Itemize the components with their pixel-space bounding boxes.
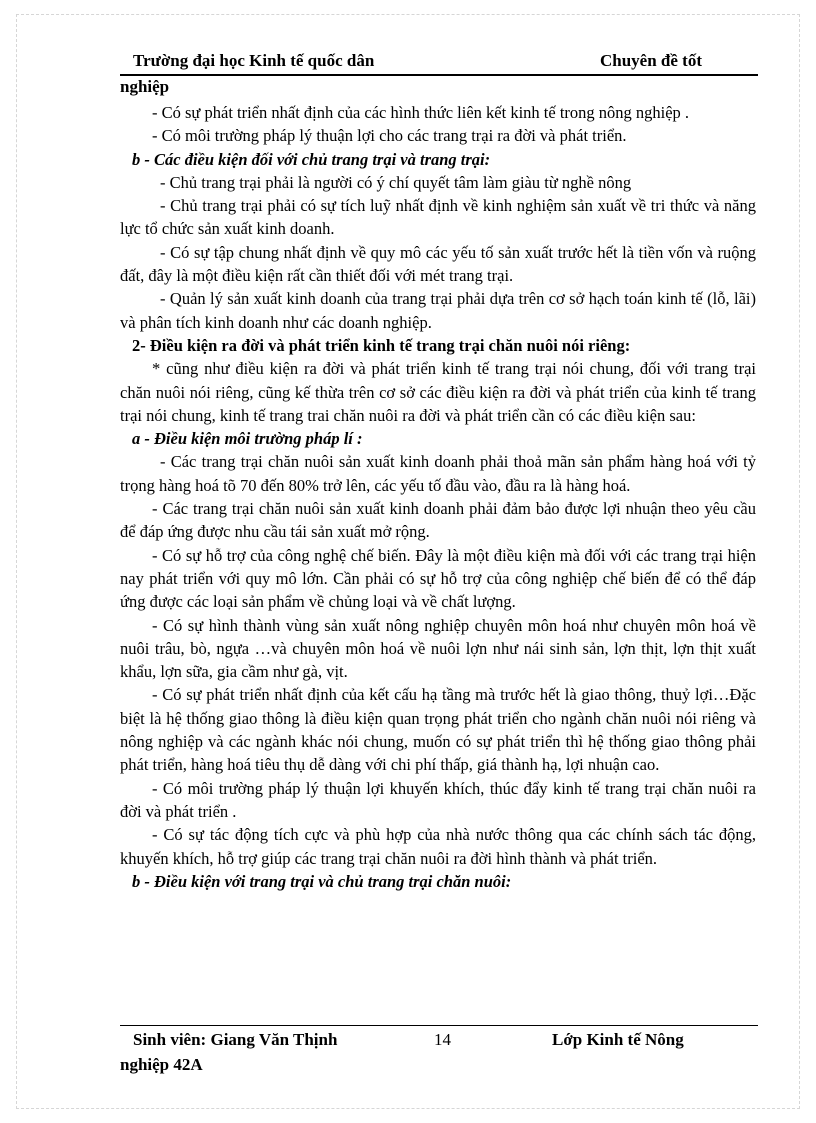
paragraph: - Chủ trang trại phải là người có ý chí quyết tâm làm giàu từ nghề nông <box>160 172 632 192</box>
paragraph: - Có sự hỗ trợ của công nghệ chế biến. Đây là một điều kiện mà đối với các trang trại hiện nay phát triển với quy mô lớn. Cần phải có sự hỗ trợ của công nghiệp chế biến để có thể đáp ứng được các loại sản phẩm về chủng loại và về chất lượng. <box>120 545 756 612</box>
paragraph: - Các trang trại chăn nuôi sản xuất kinh doanh phải đảm bảo được lợi nhuận theo yêu cầu để đáp ứng được nhu cầu tái sản xuất mở rộng. <box>120 499 756 542</box>
paragraph: - Có sự hình thành vùng sản xuất nông nghiệp chuyên môn hoá như chuyên môn hoá về nuôi trâu, bò, ngựa …và chuyên môn hoá về nuôi lợn như nái sinh sản, lợn thịt, lợn thịt xuất khẩu, lợn sữa, gia cầm như gà, vịt. <box>120 615 756 682</box>
subheading: b - Các điều kiện đối với chủ trang trại và trang trại: <box>132 149 491 169</box>
paragraph: - Có sự tập chung nhất định về quy mô các yếu tố sản xuất trước hết là tiền vốn và ruộng đất, đây là một điều kiện rất cần thiết đối với mét trang trại. <box>120 242 756 286</box>
paragraph: - Có môi trường pháp lý thuận lợi khuyến khích, thúc đẩy kinh tế trang trại chăn nuôi ra đời và phát triển . <box>120 778 756 821</box>
header-report-type-continued: nghiệp <box>120 77 170 96</box>
paragraph: - Có sự phát triển nhất định của kết cấu hạ tầng mà trước hết là giao thông, thuỷ lợi…Đặc biệt là hệ thống giao thông là điều kiện quan trọng phát triển cho ngành chăn nuôi nói riêng và nông nghiệp và các ngành khác nói chung, muốn có sự phát triển thì hệ thống giao thông phải phát triển, hàng hoá tiêu thụ dễ dàng với chi phí thấp, giá thành hạ, lợi nhuận cao. <box>120 685 756 775</box>
footer-divider <box>120 1025 758 1026</box>
header-divider <box>120 74 758 76</box>
subheading: a - Điều kiện môi trường pháp lí : <box>132 429 363 449</box>
header-school: Trường đại học Kinh tế quốc dân <box>133 51 375 70</box>
paragraph: - Chủ trang trại phải có sự tích luỹ nhất định về kinh nghiệm sản xuất về tri thức và năng lực tổ chức sản xuất kinh doanh. <box>120 196 756 239</box>
paragraph: - Có môi trường pháp lý thuận lợi cho các trang trại ra đời và phát triển. <box>152 126 627 146</box>
section-heading: 2- Điều kiện ra đời và phát triển kinh tế trang trại chăn nuôi nói riêng: <box>132 335 631 355</box>
footer-class-continued: nghiệp 42A <box>120 1055 203 1074</box>
page-number: 14 <box>434 1030 451 1049</box>
paragraph: - Các trang trại chăn nuôi sản xuất kinh doanh phải thoả mãn sản phẩm hàng hoá với tỷ trọng hàng hoá tõ 70 đến 80% trở lên, các yếu tố đầu vào, đầu ra là hàng hoá. <box>120 452 756 495</box>
document-body <box>120 101 756 893</box>
header-report-type: Chuyên đề tốt <box>600 51 703 70</box>
paragraph: - Có sự tác động tích cực và phù hợp của nhà nước thông qua các chính sách tác động, khuyến khích, hỗ trợ giúp các trang trại chăn nuôi ra đời hình thành và phát triển. <box>120 825 756 868</box>
footer-student: Sinh viên: Giang Văn Thịnh <box>133 1030 338 1049</box>
paragraph: - Có sự phát triển nhất định của các hình thức liên kết kinh tế trong nông nghiệp . <box>152 103 690 122</box>
footer-class: Lớp Kinh tế Nông <box>552 1030 684 1049</box>
paragraph: * cũng như điều kiện ra đời và phát triển kinh tế trang trại nói chung, đối với trang trại chăn nuôi nói riêng, cũng kế thừa trên cơ sở các điều kiện ra đời và phát triển của kinh tế trang trại nói chung, kinh tế trang trai chăn nuôi ra đời và phát triển cần có các điều kiện sau: <box>120 359 756 425</box>
subheading: b - Điều kiện với trang trại và chủ trang trại chăn nuôi: <box>132 871 512 891</box>
paragraph: - Quản lý sản xuất kinh doanh của trang trại phải dựa trên cơ sở hạch toán kinh tế (lỗ, lãi) và phân tích kinh doanh như các doanh nghiệp. <box>120 289 756 332</box>
